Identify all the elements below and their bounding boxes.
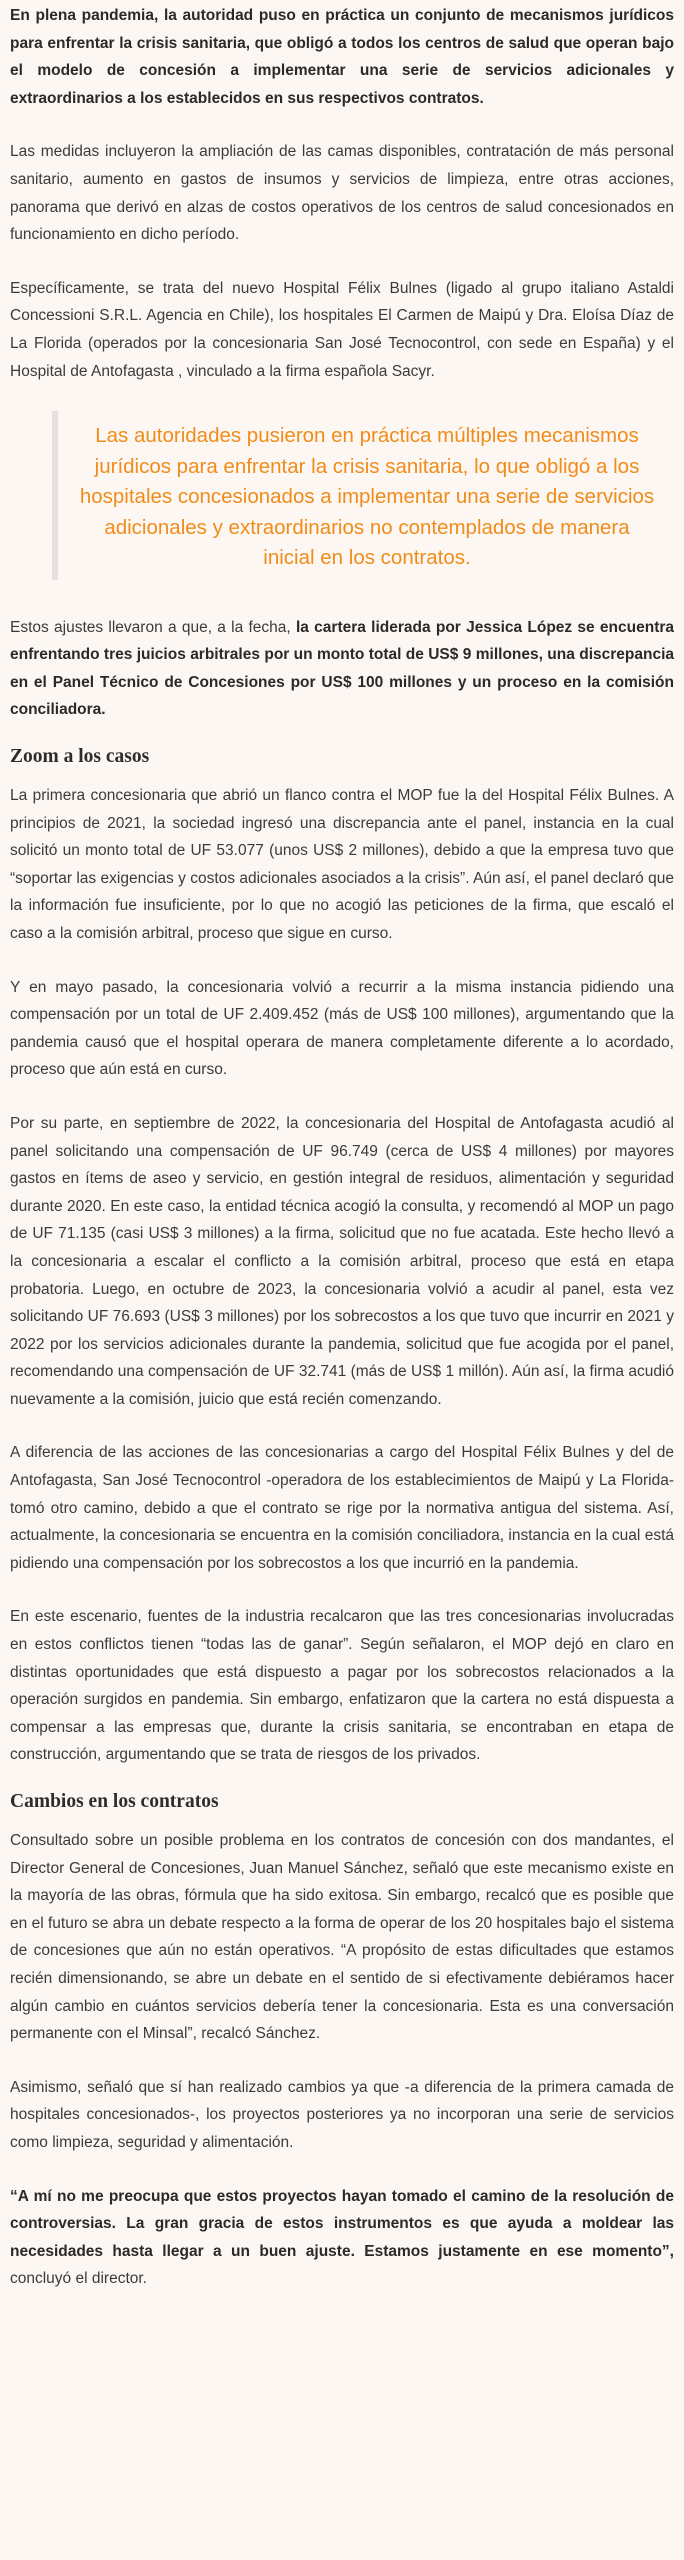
heading-zoom-cases: Zoom a los casos (10, 746, 150, 767)
paragraph-antofagasta: Por su parte, en septiembre de 2022, la concesionaria del Hospital de Antofagasta acudió al panel solicitando una compensación de UF 96.749 (cerca de US$ 4 millones) por mayores gastos en ítems de aseo y servicio, en gestión integral de residuos, alimentación y seguridad durante 2020. En este caso, la entidad técnica acogió la consulta, y recomendó al MOP un pago de UF 71.135 (casi US$ 3 millones) a la firma, solicitud que no fue acatada. Este hecho llevó a la concesionaria a escalar el conflicto a la comisión arbitral, proceso que está en etapa probatoria. Luego, en octubre de 2023, la concesionaria volvió a acudir al panel, esta vez solicitando UF 76.693 (US$ 3 millones) por los sobrecostos a los que tuvo que incurrir en 2021 y 2022 por los servicios adicionales durante la pandemia, solicitud que fue acogida por el panel, recomendando una compensación de UF 32.741 (más de US$ 1 millón). Aún así, la firma acudió nuevamente a la comisión, juicio que está recién comenzando. (10, 1114, 674, 1408)
paragraph-measures: Las medidas incluyeron la ampliación de las camas disponibles, contratación de más personal sanitario, aumento en gastos de insumos y servicios de limpieza, entre otras acciones, panorama que derivó en alzas de costos operativos de los centros de salud concesionados en funcionamiento en dicho período. (10, 143, 674, 244)
paragraph-hospitals: Específicamente, se trata del nuevo Hospital Félix Bulnes (ligado al grupo italiano Astaldi Concessioni S.R.L. Agencia en Chile), los hospitales El Carmen de Maipú y Dra. Eloísa Díaz de La Florida (operados por la concesionaria San José Tecnocontrol, con sede en España) y el Hospital de Antofagasta , vinculado a la firma española Sacyr. (10, 279, 674, 380)
paragraph-industry-sources: En este escenario, fuentes de la industria recalcaron que las tres concesionarias involucradas en estos conflictos tienen “todas las de ganar”. Según señalaron, el MOP dejó en claro en distintas oportunidades que está dispuesto a pagar por los sobrecostos relacionados a la operación surgidos en pandemia. Sin embargo, enfatizaron que la cartera no está dispuesta a compensar a las empresas que, durante la crisis sanitaria, se encontraban en etapa de construcción, argumentando que se trata de riesgos de los privados. (10, 1608, 674, 1764)
paragraph-director-statement: Consultado sobre un posible problema en los contratos de concesión con dos mandantes, el Director General de Concesiones, Juan Manuel Sánchez, señaló que este mecanismo existe en la mayoría de las obras, fórmula que ha sido exitosa. Sin embargo, recalcó que es posible que en el futuro se abra un debate respecto a la forma de operar de los 20 hospitales bajo el sistema de concesiones que aún no están operativos. “A propósito de estas dificultades que estamos recién dimensionando, se abre un debate en el sentido de si efectivamente debiéramos hacer algún cambio en cuántos servicios debería tener la concesionaria. Esta es una conversación permanente con el Minsal”, recalcó Sánchez. (10, 1832, 674, 2043)
paragraph-adjustments (10, 614, 674, 724)
closing-quote-tail: concluyó el director. (10, 2270, 147, 2288)
paragraph-intro: En plena pandemia, la autoridad puso en práctica un conjunto de mecanismos jurídicos para enfrentar la crisis sanitaria, que obligó a todos los centros de salud que operan bajo el modelo de concesión a implementar una serie de servicios adicionales y extraordinarios a los establecidos en sus respectivos contratos. (10, 7, 674, 107)
paragraph-adjustments-lead: Estos ajustes llevaron a que, a la fecha, (10, 618, 296, 636)
paragraph-closing-quote (10, 2183, 674, 2293)
pull-quote: Las autoridades pusieron en práctica múltiples mecanismos jurídicos para enfrentar la crisis sanitaria, lo que obligó a los hospitales concesionados a implementar una serie de servicios adicionales y extraordinarios no contemplados de manera inicial en los contratos. (52, 411, 674, 580)
paragraph-changes-made: Asimismo, señaló que sí han realizado cambios ya que -a diferencia de la primera camada de hospitales concesionados-, los proyectos posteriores ya no incorporan una serie de servicios como limpieza, seguridad y alimentación. (10, 2078, 674, 2151)
paragraph-may-claim: Y en mayo pasado, la concesionaria volvió a recurrir a la misma instancia pidiendo una compensación por un total de UF 2.409.452 (más de US$ 100 millones), argumentando que la pandemia causó que el hospital operara de manera completamente diferente a lo acordado, proceso que aún está en curso. (10, 978, 674, 1079)
paragraph-adjustments-highlight: la cartera liderada por Jessica López se encuentra enfrentando tres juicios arbitrales por un monto total de US$ 9 millones, una discrepancia en el Panel Técnico de Concesiones por US$ 100 millones y un proceso en la comisión conciliadora. (10, 618, 675, 719)
closing-quote-bold: “A mí no me preocupa que estos proyectos hayan tomado el camino de la resolución de controversias. La gran gracia de estos instrumentos es que ayuda a moldear las necesidades hasta llegar a un buen ajuste. Estamos justamente en ese momento”, (10, 2187, 674, 2260)
heading-contract-changes: Cambios en los contratos (10, 1791, 219, 1812)
paragraph-felix-bulnes: La primera concesionaria que abrió un flanco contra el MOP fue la del Hospital Félix Bulnes. A principios de 2021, la sociedad ingresó una discrepancia ante el panel, instancia en la cual solicitó un monto total de UF 53.077 (unos US$ 2 millones), debido a que la empresa tuvo que “soportar las exigencias y costos adicionales asociados a la crisis”. Aún así, el panel declaró que la información fue insuficiente, por lo que no acogió las peticiones de la firma, que escaló el caso a la comisión arbitral, proceso que sigue en curso. (10, 787, 674, 942)
paragraph-san-jose: A diferencia de las acciones de las concesionarias a cargo del Hospital Félix Bulnes y del de Antofagasta, San José Tecnocontrol -operadora de los establecimientos de Maipú y La Florida- tomó otro camino, debido a que el contrato se rige por la normativa antigua del sistema. Así, actualmente, la concesionaria se encuentra en la comisión conciliadora, instancia en la cual está pidiendo una compensación por los sobrecostos a los que incurrió en la pandemia. (10, 1444, 674, 1572)
